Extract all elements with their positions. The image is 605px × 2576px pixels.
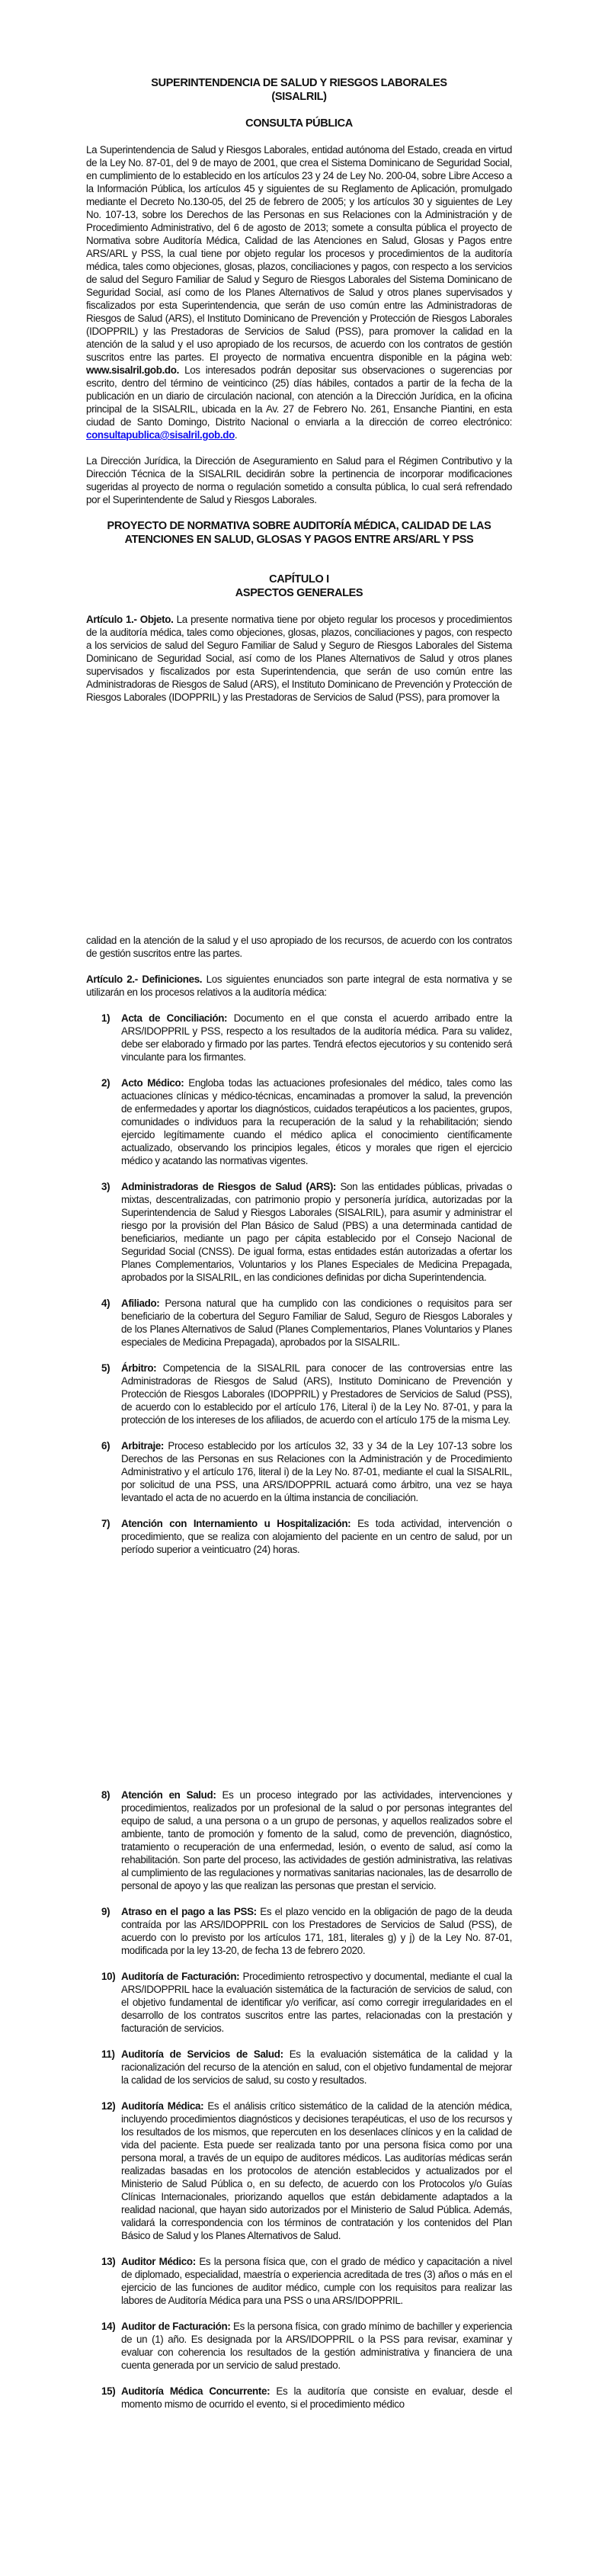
- definition-term: Arbitraje:: [121, 1440, 165, 1452]
- page-3: [0, 1712, 605, 2568]
- intro-paragraph: [86, 143, 512, 441]
- article-2-intro: [86, 973, 512, 999]
- project-title-line-2: ATENCIONES EN SALUD, GLOSAS Y PAGOS ENTRE ARS/ARL Y PSS: [124, 534, 474, 546]
- article-2-text: Los siguientes enunciados son parte integral de esta normativa y se utilizarán en los procesos relativos a la auditoría médica:: [86, 974, 512, 998]
- definition-text: Es un proceso integrado por las actividades, intervenciones y procedimientos, realizados por un profesional de la salud o por personas integrantes del equipo de salud, a una persona o a un grupo de personas, y aquellos realizados sobre el ambiente, tanto de promoción y fomento de la salud, como de prevención, diagnóstico, tratamiento o recuperación de una enfermedad, lesión, o evento de salud, así como la rehabilitación. Son parte del proceso, las actividades de gestión administrativa, las relativas al cumplimiento de las regulaciones y normativas sanitarias nacionales, las de desarrollo de personal de apoyo y las que realizan las personas que prestan el servicio.: [121, 1789, 513, 1891]
- definition-item: [86, 1076, 512, 1167]
- definition-item: [86, 1297, 512, 1349]
- article-1-label: Artículo 1.- Objeto.: [86, 614, 174, 625]
- definition-text: Es la persona física que, con el grado de médico y capacitación a nivel de diplomado, especialidad, maestría o experiencia acreditada de tres (3) años o más en el ejercicio de las funciones de auditor médico, cumple con los requisitos para realizar las labores de Auditoría Médica para una PSS o una ARS/IDOPPRIL.: [121, 2256, 512, 2306]
- definition-term: Atención con Internamiento u Hospitalización:: [121, 1518, 351, 1529]
- definition-number: 2): [101, 1077, 110, 1089]
- chapter-heading: [86, 573, 512, 600]
- definition-term: Atraso en el pago a las PSS:: [121, 1906, 257, 1917]
- definition-number: 9): [101, 1906, 110, 1917]
- definition-item: [86, 1439, 512, 1504]
- chapter-number: CAPÍTULO I: [269, 573, 329, 585]
- page-1: [0, 0, 605, 856]
- definition-text: Es el plazo vencido en la obligación de pago de la deuda contraída por las ARS/IDOPPRIL con los Prestadores de Servicios de Salud (PSS), de acuerdo con lo previsto por los artículos 171, 181, literales g) y j) de la Ley No. 87-01, modificada por la ley 13-20, de fecha 13 de febrero 2020.: [121, 1906, 512, 1956]
- project-title-line-1: PROYECTO DE NORMATIVA SOBRE AUDITORÍA MÉDICA, CALIDAD DE LAS: [107, 520, 491, 532]
- definition-item: [86, 1970, 512, 2035]
- page-3-content: [86, 1788, 512, 2424]
- definition-text: Es el análisis crítico sistemático de la calidad de la atención médica, incluyendo procedimientos diagnósticos y decisiones terapéuticas, el uso de los recursos y los resultados de los mismos, que repercuten en los desenlaces clínicos y en la calidad de vida del paciente. Esta puede ser realizada tanto por una persona física como por una persona moral, a través de un equipo de auditores médicos. Las auditorías médicas serán realizadas basadas en los protocolos de atención establecidos y actualizados por el Ministerio de Salud Pública o, en su defecto, de acuerdo con los Protocolos y/o Guías Clínicas Internacionales, priorizando aquellos que están debidamente adaptados a la realidad nacional, que hayan sido autorizados por el Ministerio de Salud Pública. Además, validará la correspondencia con los términos de contratación y los contenidos del Plan Básico de Salud y los Planes Alternativos de Salud.: [121, 2100, 512, 2241]
- definition-text: Documento en el que consta el acuerdo arribado entre la ARS/IDOPPRIL y PSS, respecto a los resultados de la auditoría médica. Para su validez, debe ser elaborado y firmado por las partes. Tendrá efectos ejecutorios y su contenido será vinculante para los firmantes.: [121, 1012, 513, 1063]
- definition-text: Proceso establecido por los artículos 32, 33 y 34 de la Ley 107-13 sobre los Derechos de las Personas en sus Relaciones con la Administración y de Procedimiento Administrativo y el artículo 176, literal i) de la Ley No. 87-01, mediante el cual la SISALRIL, por solicitud de una PSS, una ARS/IDOPPRIL actuará como árbitro, una vez se haya levantado el acta de no acuerdo en la última instancia de conciliación.: [121, 1440, 512, 1503]
- article-1-part-2: calidad en la atención de la salud y el uso apropiado de los recursos, de acuerdo con los contratos de gestión suscritos entre las partes.: [86, 935, 512, 959]
- definition-item: [86, 2385, 512, 2411]
- definition-item: [86, 1362, 512, 1426]
- intro-text-2: Los interesados podrán depositar sus observaciones o sugerencias por escrito, dentro del término de veinticinco (25) días hábiles, contados a partir de la fecha de la publicación en un diario de circulación nacional, con atención a la Dirección Jurídica, en la oficina principal de la SISALRIL, ubicada en la Av. 27 de Febrero No. 261, Ensanche Piantini, en esta ciudad de Santo Domingo, Distrito Nacional o enviarla a la dirección de correo electrónico:: [86, 364, 512, 428]
- definition-number: 6): [101, 1440, 110, 1452]
- definition-text: Es toda actividad, intervención o procedimiento, que se realiza con alojamiento del paciente en un centro de salud, por un período superior a veinticuatro (24) horas.: [121, 1518, 512, 1555]
- page-2: [0, 856, 605, 1712]
- definition-number: 3): [101, 1181, 110, 1192]
- definition-term: Auditoría de Facturación:: [121, 1971, 240, 1982]
- intro-end: .: [234, 429, 238, 441]
- definition-term: Auditor de Facturación:: [121, 2321, 231, 2332]
- definition-text: Engloba todas las actuaciones profesionales del médico, tales como las actuaciones clínicas y médico-técnicas, encaminadas a promover la salud, la prevención de enfermedades y aportar los diagnósticos, cuidados terapéuticos a los pacientes, grupos, comunidades o individuos para la recuperación de la salud y la rehabilitación; siendo ejercido legítimamente cuando el médico aplica el conocimiento científicamente actualizado, observando los principios legales, éticos y morales que rigen el ejercicio médico y acatando las normativas vigentes.: [121, 1077, 512, 1166]
- notice-title: CONSULTA PÚBLICA: [245, 117, 353, 130]
- definition-term: Auditoría de Servicios de Salud:: [121, 2048, 283, 2060]
- definition-term: Acta de Conciliación:: [121, 1012, 228, 1024]
- definition-item: [86, 1180, 512, 1284]
- definitions-list-page-2: [86, 1012, 512, 1556]
- definition-term: Administradoras de Riesgos de Salud (ARS):: [121, 1181, 337, 1192]
- definition-number: 12): [101, 2100, 116, 2112]
- email-link[interactable]: consultapublica@sisalril.gob.do: [86, 429, 235, 441]
- definition-number: 7): [101, 1518, 110, 1529]
- definition-text: Es la auditoría que consiste en evaluar, desde el momento mismo de ocurrido el evento, si el procedimiento médico: [121, 2385, 513, 2410]
- project-title: [86, 519, 512, 547]
- review-paragraph: La Dirección Jurídica, la Dirección de Aseguramiento en Salud para el Régimen Contributivo y la Dirección Técnica de la SISALRIL decidirán sobre la pertinencia de incorporar modificaciones sugeridas al proyecto de norma o regulación sometido a consulta pública, lo cual será refrendado por el Superintendente de Salud y Riesgos Laborales.: [86, 455, 512, 505]
- org-acronym: (SISALRIL): [271, 91, 327, 103]
- page-2-content: [86, 934, 512, 1569]
- definition-text: Persona natural que ha cumplido con las condiciones o requisitos para ser beneficiario de la cobertura del Seguro Familiar de Salud, Seguro de Riesgos Laborales y de los Planes Alternativos de Salud (Planes Complementarios, Planes Voluntarios y Planes especiales de Medicina Prepagada), aprobados por la SISALRIL.: [121, 1298, 512, 1348]
- website-text: www.sisalril.gob.do.: [86, 364, 179, 376]
- definition-text: Competencia de la SISALRIL para conocer de las controversias entre las Administradoras de Riesgos de Salud (ARS), Instituto Dominicano de Prevención y Protección de Riesgos Laborales (IDOPPRIL) y Prestadores de Servicios de Salud (PSS), de acuerdo con lo establecido por el artículo 176, Literal i) de la Ley No. 87-01, y para la protección de los intereses de los afiliados, de acuerdo con el artículo 175 de la misma Ley.: [121, 1362, 512, 1426]
- definition-number: 14): [101, 2321, 116, 2332]
- definition-item: [86, 1905, 512, 1957]
- definition-term: Afiliado:: [121, 1298, 160, 1309]
- definition-number: 13): [101, 2256, 116, 2267]
- definition-number: 8): [101, 1789, 110, 1801]
- definition-term: Atención en Salud:: [121, 1789, 216, 1801]
- definition-text: Es la evaluación sistemática de la calidad y la racionalización del recurso de la atención en salud, con el objetivo fundamental de mejorar la calidad de los servicios de salud, su costo y resultados.: [121, 2048, 512, 2086]
- definition-item: [86, 1012, 512, 1063]
- definition-term: Auditor Médico:: [121, 2256, 196, 2267]
- definitions-list-page-3: [86, 1788, 512, 2411]
- organization-title: [86, 76, 512, 104]
- definition-item: [86, 2255, 512, 2307]
- intro-text-1: La Superintendencia de Salud y Riesgos Laborales, entidad autónoma del Estado, creada en virtud de la Ley No. 87-01, del 9 de mayo de 2001, que crea el Sistema Dominicano de Seguridad Social, en cumplimiento de lo establecido en los artículos 23 y 24 de Ley No. 200-04, sobre Libre Acceso a la Información Pública, los artículos 45 y siguientes de su Reglamento de Aplicación, promulgado mediante el Decreto No.130-05, del 25 de febrero de 2005; y los artículos 30 y siguientes de Ley No. 107-13, sobre los Derechos de las Personas en sus Relaciones con la Administración y de Procedimiento Administrativo, del 6 de agosto de 2013; somete a consulta pública el proyecto de Normativa sobre Auditoría Médica, Calidad de las Atenciones en Salud, Glosas y Pagos entre ARS/ARL y PSS, la cual tiene por objeto regular los procesos y procedimientos de la auditoría médica, tales como objeciones, glosas, plazos, conciliaciones y pagos, con respecto a los servicios de salud del Seguro Familiar de Salud y Seguro de Riesgos Laborales del Sistema Dominicano de Seguridad Social, así como de los Planes Alternativos de Salud y otros planes supervisados y fiscalizados por esta Superintendencia, que serán de uso común entre las Administradoras de Riesgos de Salud (ARS), el Instituto Dominicano de Prevención y Protección de Riesgos Laborales (IDOPPRIL) y las Prestadoras de Servicios de Salud (PSS), para promover la calidad en la atención de la salud y el uso apropiado de los recursos, de acuerdo con los contratos de gestión suscritos entre las partes. El proyecto de normativa encuentra disponible en la página web:: [86, 144, 512, 363]
- article-1-part-1: [86, 613, 512, 704]
- definition-term: Árbitro:: [121, 1362, 157, 1374]
- definition-text: Son las entidades públicas, privadas o mixtas, descentralizadas, con patrimonio propio y personería jurídica, autorizadas por la Superintendencia de Salud y Riesgos Laborales (SISALRIL), para asumir y administrar el riesgo por la provisión del Plan Básico de Salud (PBS) a una determinada cantidad de beneficiarios, mediante un pago per cápita establecido por el Consejo Nacional de Seguridad Social (CNSS). De igual forma, estas entidades están autorizadas a ofertar los Planes Complementarios, Voluntarios y los Planes Especiales de Medicina Prepagada, aprobados por la SISALRIL, en las condiciones definidas por dicha Superintendencia.: [121, 1181, 512, 1283]
- definition-number: 4): [101, 1298, 110, 1309]
- chapter-name: ASPECTOS GENERALES: [235, 587, 363, 599]
- definition-text: Procedimiento retrospectivo y documental, mediante el cual la ARS/IDOPPRIL hace la evaluación sistemática de la facturación de servicios de salud, con el objetivo fundamental de identificar y/o verificar, así como corregir irregularidades en el desarrollo de los contratos suscritos entre las partes, relacionadas con la prestación y facturación de servicios.: [121, 1971, 512, 2034]
- definition-item: [86, 2320, 512, 2372]
- definition-item: [86, 1788, 512, 1892]
- definition-number: 5): [101, 1362, 110, 1374]
- definition-item: [86, 2100, 512, 2242]
- page-1-content: [86, 76, 512, 717]
- definition-number: 1): [101, 1012, 110, 1024]
- definition-text: Es la persona física, con grado mínimo de bachiller y experiencia de un (1) año. Es designada por la ARS/IDOPPRIL o la PSS para revisar, examinar y evaluar con coherencia los resultados de la gestión administrativa y financiera de una cuenta generada por un servicio de salud prestado.: [121, 2321, 512, 2371]
- article-1-text: La presente normativa tiene por objeto regular los procesos y procedimientos de la auditoría médica, tales como objeciones, glosas, plazos, conciliaciones y pagos, con respecto a los servicios de salud del Seguro Familiar de Salud y Seguro de Riesgos Laborales del Sistema Dominicano de Seguridad Social, así como de los Planes Alternativos de Salud y otros planes supervisados y fiscalizados por esta Superintendencia, que serán de uso común entre las Administradoras de Riesgos de Salud (ARS), el Instituto Dominicano de Prevención y Protección de Riesgos Laborales (IDOPPRIL) y las Prestadoras de Servicios de Salud (PSS), para promover la: [86, 614, 512, 703]
- article-2-label: Artículo 2.- Definiciones.: [86, 974, 203, 985]
- definition-term: Acto Médico:: [121, 1077, 184, 1089]
- definition-term: Auditoría Médica:: [121, 2100, 204, 2112]
- definition-number: 10): [101, 1971, 116, 1982]
- definition-number: 11): [101, 2048, 115, 2060]
- definition-number: 15): [101, 2385, 116, 2397]
- definition-term: Auditoría Médica Concurrente:: [121, 2385, 270, 2397]
- definition-item: [86, 1517, 512, 1556]
- definition-item: [86, 2048, 512, 2087]
- org-name: SUPERINTENDENCIA DE SALUD Y RIESGOS LABORALES: [151, 77, 447, 89]
